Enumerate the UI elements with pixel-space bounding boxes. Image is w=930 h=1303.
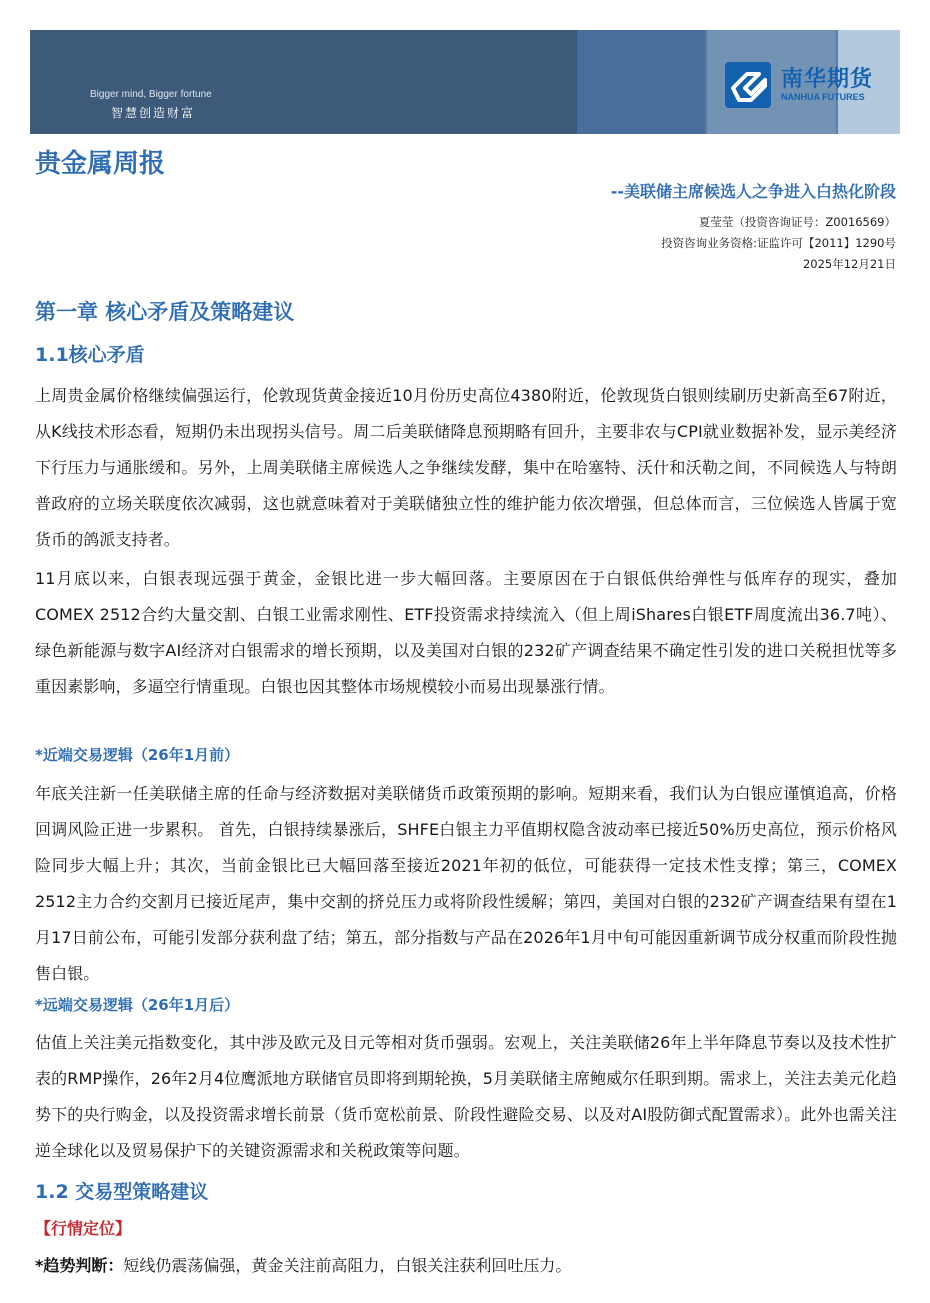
market-position-label: 【行情定位】: [35, 1219, 132, 1238]
qualification-line: 投资咨询业务资格:证监许可【2011】1290号: [661, 236, 896, 250]
company-logo: [725, 62, 873, 108]
paragraph-long-term-logic: 估值上关注美元指数变化，其中涉及欧元及日元等相对货币强弱。宏观上，关注美联储26年上半年降息节奏以及技术性扩表的RMP操作，26年2月4位鹰派地方联储官员即将到期轮换，5月美联储主席鲍威尔任职到期。需求上，关注去美元化趋势下的央行购金，以及投资需求增长前景（货币宽松前景、阶段性避险交易、以及对AI股防御式配置需求）。此外也需关注逆全球化以及贸易保护下的关键资源需求和关税政策等问题。: [35, 1033, 897, 1160]
banner-segment-mid: [575, 30, 705, 134]
chapter-heading: 第一章 核心矛盾及策略建议: [35, 300, 295, 324]
paragraph-near-term-logic: 年底关注新一任美联储主席的任命与经济数据对美联储货币政策预期的影响。短期来看，我们认为白银应谨慎追高，价格回调风险正进一步累积。 首先，白银持续暴涨后，SHFE白银主力平值期权隐含波动率已接近50%历史高位，预示价格风险同步大幅上升；其次，当前金银比已大幅回落至接近2021年初的低位，可能获得一定技术性支撑；第三，COMEX 2512主力合约交割月已接近尾声，集中交割的挤兑压力或将阶段性缓解；第四，美国对白银的232矿产调查结果有望在1月17日前公布，可能引发部分获利盘了结；第五，部分指数与产品在2026年1月中旬可能因重新调节成分权重而阶段性抛售白银。: [35, 784, 897, 983]
nanhua-logo-icon: [725, 62, 771, 108]
banner-segment-dark: [30, 30, 575, 134]
slogan-english: Bigger mind, Bigger fortune: [90, 89, 212, 100]
logo-chinese-name: 南华期货: [781, 66, 874, 92]
subheading-near-term-logic: *近端交易逻辑（26年1月前）: [35, 746, 240, 764]
author-line: 夏莹莹（投资咨询证号：Z0016569）: [698, 215, 896, 229]
report-date: 2025年12月21日: [802, 257, 896, 271]
slogan-chinese: 智慧创造财富: [111, 106, 196, 120]
section-heading-trading-strategy: 1.2 交易型策略建议: [35, 1181, 209, 1203]
trend-judgment: [35, 1253, 571, 1276]
report-subtitle: --美联储主席候选人之争进入白热化阶段: [610, 182, 896, 201]
trend-text: 短线仍震荡偏强，黄金关注前高阻力，白银关注获利回吐压力。: [123, 1256, 572, 1275]
report-title: 贵金属周报: [35, 149, 166, 179]
trend-label: *趋势判断：: [35, 1256, 124, 1275]
logo-english-name: NANHUA FUTURES: [781, 91, 865, 102]
subheading-long-term-logic: *远端交易逻辑（26年1月后）: [35, 996, 240, 1014]
paragraph-silver-outperformance: 11月底以来，白银表现远强于黄金，金银比进一步大幅回落。主要原因在于白银低供给弹性与低库存的现实，叠加COMEX 2512合约大量交割、白银工业需求刚性、ETF投资需求持续流入（但上周iShares白银ETF周度流出36.7吨）、绿色新能源与数字AI经济对白银需求的增长预期，以及美国对白银的232矿产调查结果不确定性引发的进口关税担忧等多重因素影响，多逼空行情重现。白银也因其整体市场规模较小而易出现暴涨行情。: [35, 569, 897, 696]
paragraph-weekly-review: 上周贵金属价格继续偏强运行，伦敦现货黄金接近10月份历史高位4380附近，伦敦现货白银则续刷历史新高至67附近，从K线技术形态看，短期仍未出现拐头信号。周二后美联储降息预期略有回升，主要非农与CPI就业数据补发，显示美经济下行压力与通胀缓和。另外，上周美联储主席候选人之争继续发酵，集中在哈塞特、沃什和沃勒之间，不同候选人与特朗普政府的立场关联度依次减弱，这也就意味着对于美联储独立性的维护能力依次增强，但总体而言，三位候选人皆属于宽货币的鸽派支持者。: [35, 386, 897, 549]
section-heading-core-conflict: 1.1核心矛盾: [35, 344, 145, 366]
